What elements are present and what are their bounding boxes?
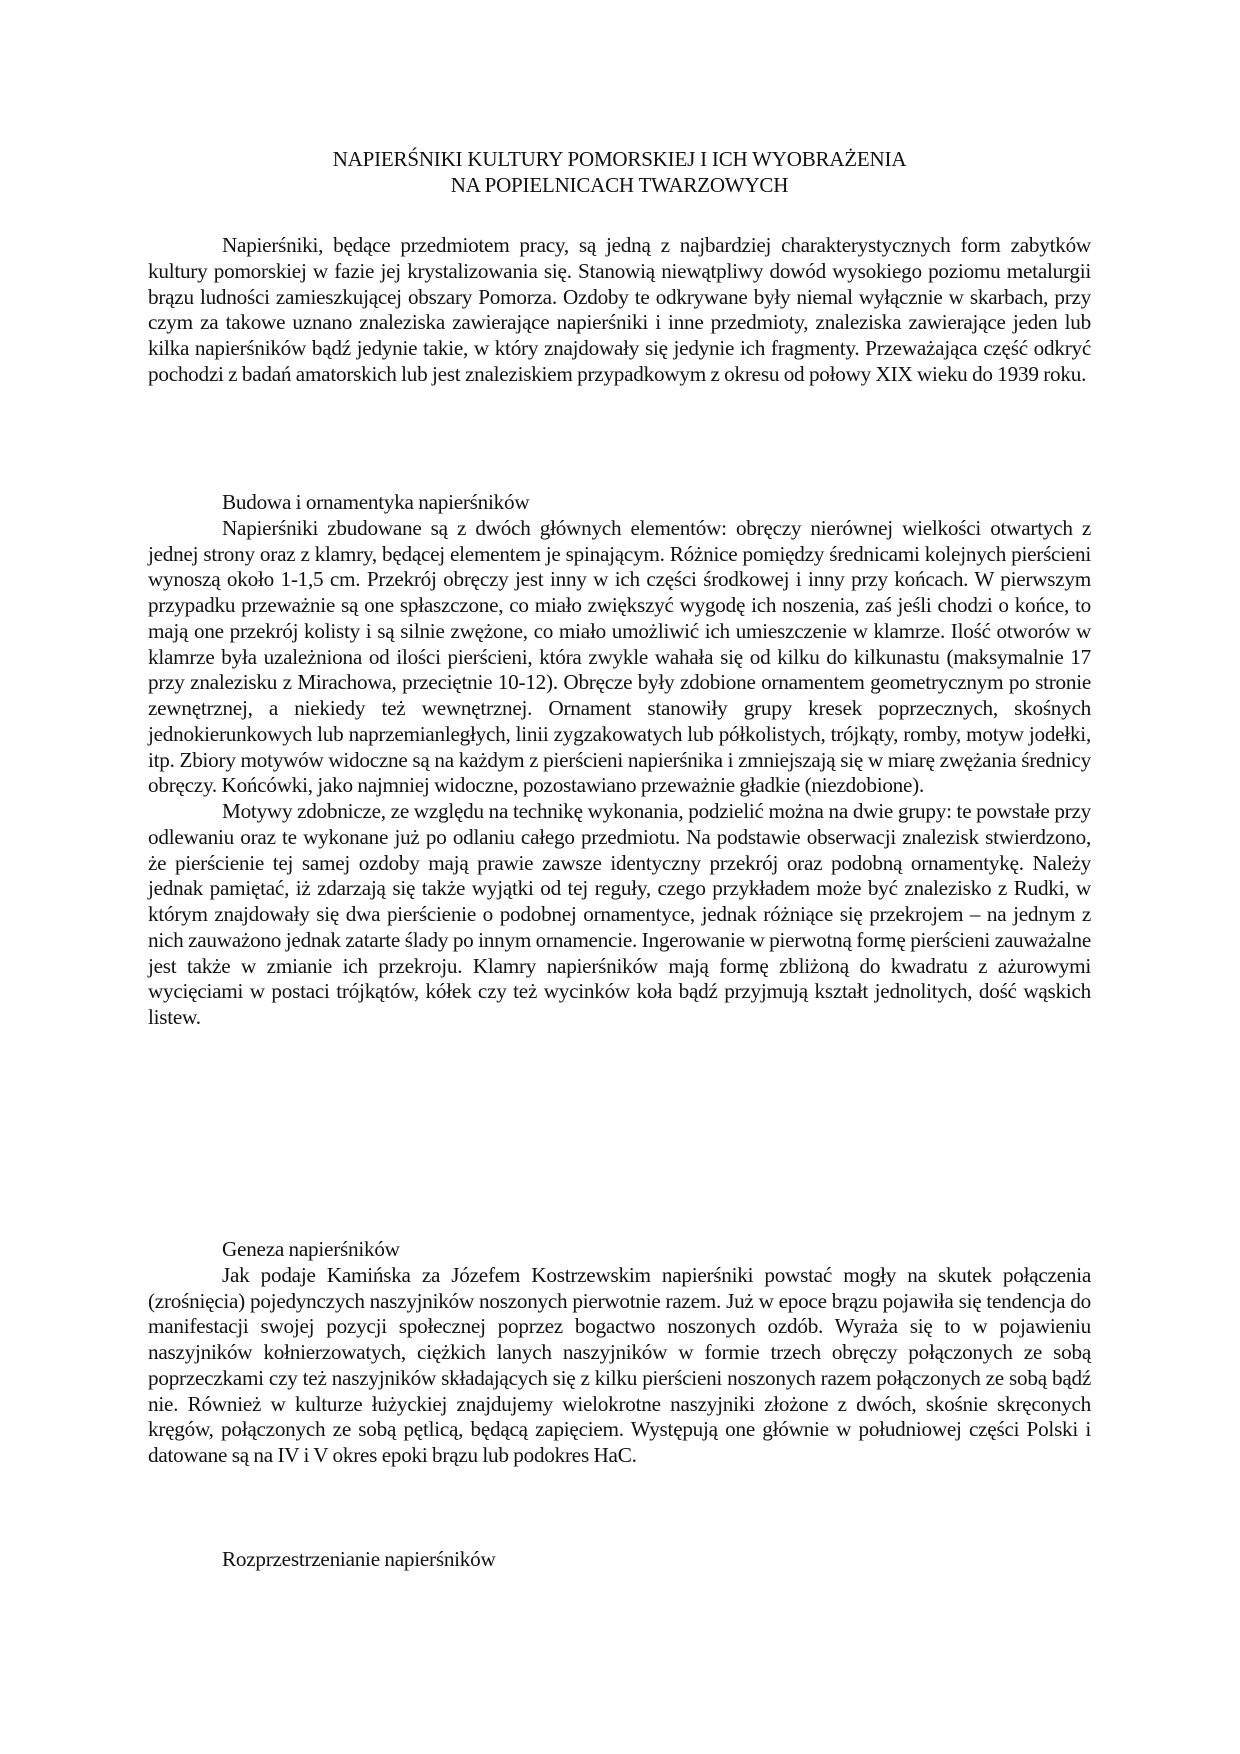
paragraph: Napierśniki, będące przedmiotem pracy, są jedną z najbardziej charakterystycznych form zabytków kultury pomorskiej w fazie jej krystalizowania się. Stanowią niewątpliwy dowód wysokiego poziomu metalurgii brązu ludności zamieszkującej obszary Pomorza. Ozdoby te odkrywane były niemal wyłącznie w skarbach, przy czym za takowe uznano znaleziska zawierające napierśniki i inne przedmioty, znaleziska zawierające jeden lub kilka napierśników bądź jedynie takie, w który znajdowały się jedynie ich fragmenty. Przeważająca część odkryć pochodzi z badań amatorskich lub jest znaleziskiem przypadkowym z okresu od połowy XIX wieku do 1939 roku. <box>148 233 1091 386</box>
section-rozprzestrzenianie <box>148 1547 1091 1573</box>
paragraph: Jak podaje Kamińska za Józefem Kostrzewskim napierśniki powstać mogły na skutek połączenia (zrośnięcia) pojedynczych naszyjników noszonych pierwotnie razem. Już w epoce brązu pojawiła się tendencja do manifestacji swojej pozycji społecznej poprzez bogactwo noszonych ozdób. Wyraża się to w pojawieniu naszyjników kołnierzowatych, ciężkich lanych naszyjników w formie trzech obręczy połączonych ze sobą poprzeczkami czy też naszyjników składających się z kilku pierścieni noszonych razem połączonych ze sobą bądź nie. Również w kulturze łużyckiej znajdujemy wielokrotne naszyjniki złożone z dwóch, skośnie skręconych kręgów, połączonych ze sobą pętlicą, będącą zapięciem. Występują one głównie w południowej części Polski i datowane są na IV i V okres epoki brązu lub podokres HaC. <box>148 1262 1091 1467</box>
document-title-line-1: NAPIERŚNIKI KULTURY POMORSKIEJ I ICH WYOBRAŻENIA <box>332 147 907 171</box>
section-introduction <box>148 233 1091 388</box>
section-geneza <box>148 1237 1091 1469</box>
section-heading: Geneza napierśników <box>222 1237 400 1261</box>
paragraph: Motywy zdobnicze, ze względu na technikę wykonania, podzielić można na dwie grupy: te powstałe przy odlewaniu oraz te wykonane już po odlaniu całego przedmiotu. Na podstawie obserwacji znalezisk stwierdzono, że pierścienie tej samej ozdoby mają prawie zawsze identyczny przekrój oraz podobną ornamentykę. Należy jednak pamiętać, iż zdarzają się także wyjątki od tej reguły, czego przykładem może być znalezisko z Rudki, w którym znajdowały się dwa pierścienie o podobnej ornamentyce, jednak różniące się przekrojem – na jednym z nich zauważono jednak zatarte ślady po innym ornamencie. Ingerowanie w pierwotną formę pierścieni zauważalne jest także w zmianie ich przekroju. Klamry napierśników mają formę zbliżoną do kwadratu z ażurowymi wycięciami w postaci trójkątów, kółek czy też wycinków koła bądź przyjmują kształt jednolitych, dość wąskich listew. <box>148 799 1091 1029</box>
section-heading: Rozprzestrzenianie napierśników <box>222 1547 496 1571</box>
paragraph: Napierśniki zbudowane są z dwóch głównych elementów: obręczy nierównej wielkości otwartych z jednej strony oraz z klamry, będącej elementem je spinającym. Różnice pomiędzy średnicami kolejnych pierścieni wynoszą około 1-1,5 cm. Przekrój obręczy jest inny w ich części środkowej i inny przy końcach. W pierwszym przypadku przeważnie są one spłaszczone, co miało zwiększyć wygodę ich noszenia, zaś jeśli chodzi o końce, to mają one przekrój kolisty i są silnie zwężone, co miało umożliwić ich umieszczenie w klamrze. Ilość otworów w klamrze była uzależniona od ilości pierścieni, która zwykle wahała się od kilku do kilkunastu (maksymalnie 17 przy znalezisku z Mirachowa, przeciętnie 10-12). Obręcze były zdobione ornamentem geometrycznym po stronie zewnętrznej, a niekiedy też wewnętrznej. Ornament stanowiły grupy kresek poprzecznych, skośnych jednokierunkowych lub naprzemianległych, linii zygzakowatych lub półkolistych, trójkąty, romby, motyw jodełki, itp. Zbiory motywów widoczne są na każdym z pierścieni napierśnika i zmniejszają się w miarę zwężania średnicy obręczy. Końcówki, jako najmniej widoczne, pozostawiano przeważnie gładkie (niezdobione). <box>148 515 1091 798</box>
section-heading: Budowa i ornamentyka napierśników <box>222 490 530 514</box>
section-budowa-i-ornamentyka <box>148 490 1091 1031</box>
document-title-line-2: NA POPIELNICACH TWARZOWYCH <box>450 173 789 197</box>
